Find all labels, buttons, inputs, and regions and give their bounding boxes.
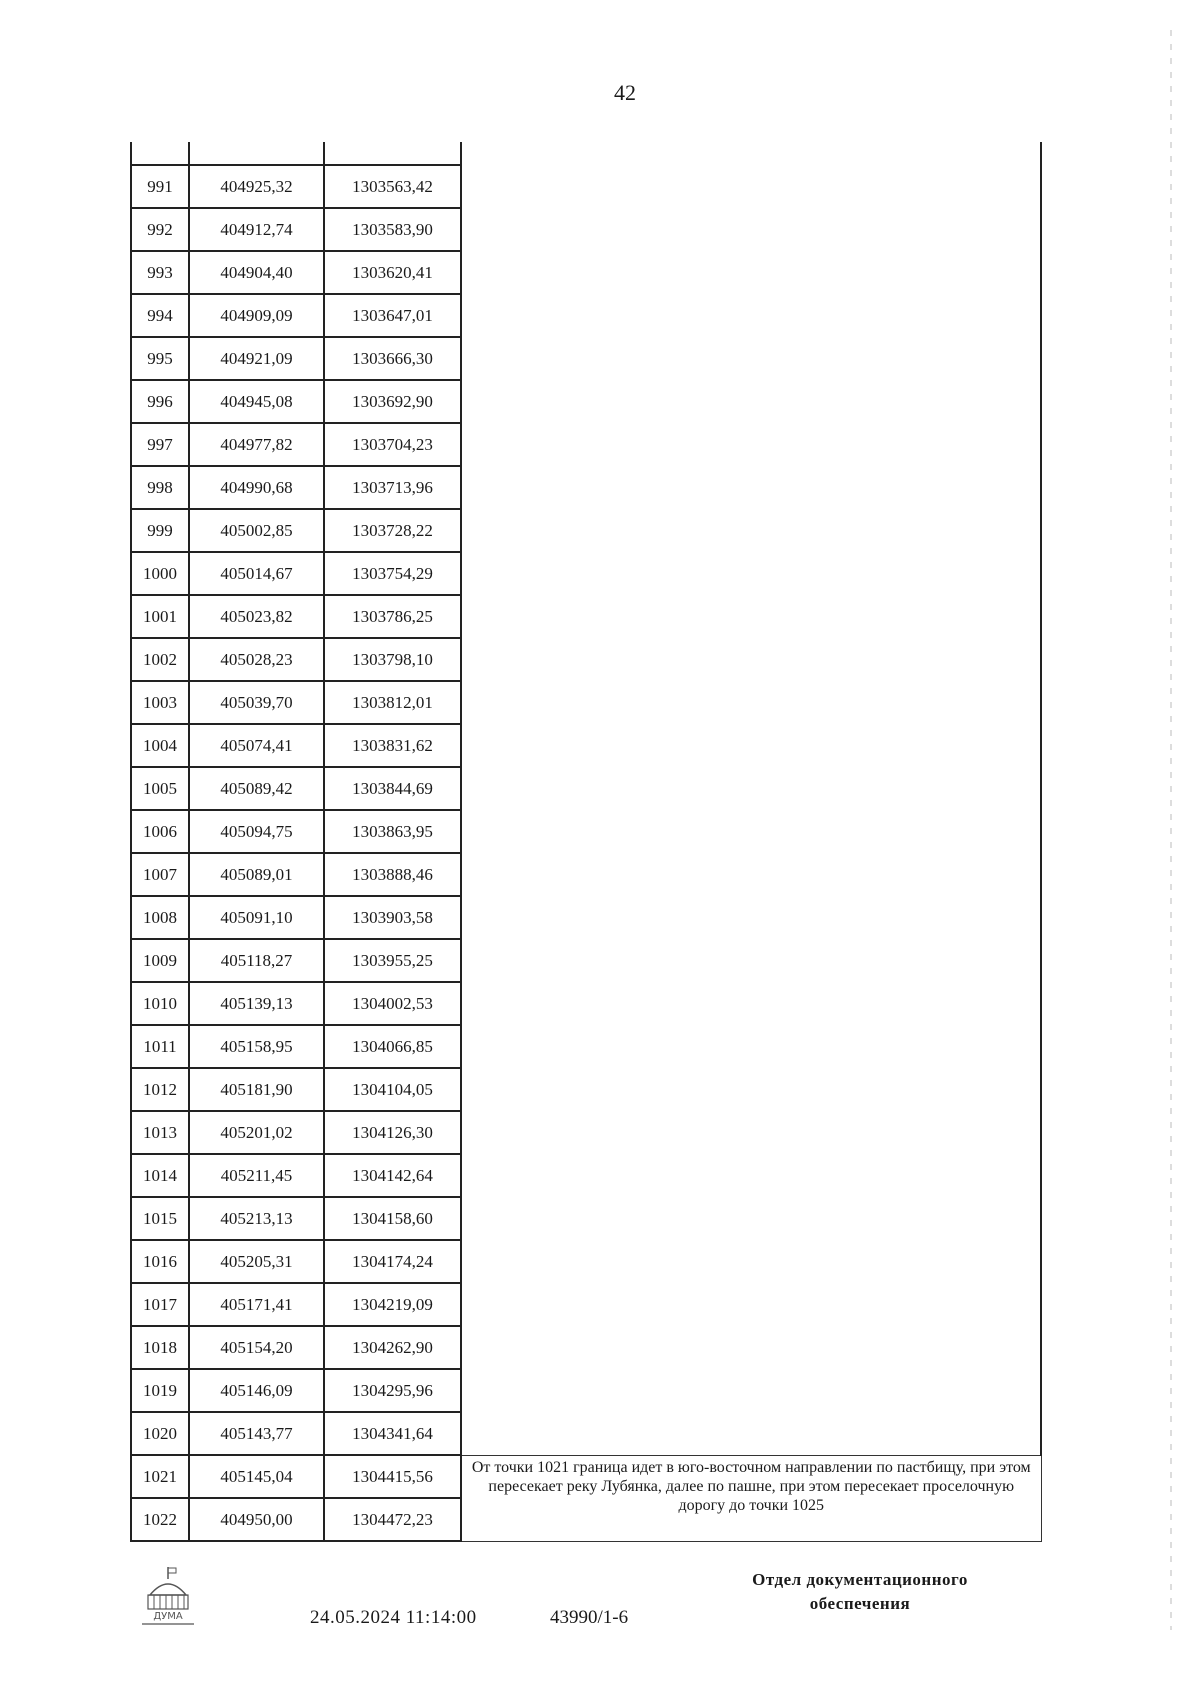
y-coordinate-cell: 1303563,42 — [324, 165, 461, 208]
x-coordinate-cell: 405171,41 — [189, 1283, 324, 1326]
table-row — [131, 1369, 1041, 1412]
table-row — [131, 853, 1041, 896]
y-coordinate-cell: 1303583,90 — [324, 208, 461, 251]
x-coordinate-cell: 405074,41 — [189, 724, 324, 767]
y-coordinate-cell: 1303666,30 — [324, 337, 461, 380]
table-row — [131, 208, 1041, 251]
x-coordinate-cell: 405146,09 — [189, 1369, 324, 1412]
description-cell-empty — [461, 1154, 1041, 1197]
table-row — [131, 380, 1041, 423]
point-number-cell: 1018 — [131, 1326, 189, 1369]
point-number-cell: 1000 — [131, 552, 189, 595]
x-coordinate-cell: 405145,04 — [189, 1455, 324, 1498]
point-number-cell: 992 — [131, 208, 189, 251]
y-coordinate-cell: 1304126,30 — [324, 1111, 461, 1154]
description-cell-empty — [461, 1369, 1041, 1412]
table-row — [131, 337, 1041, 380]
point-number-cell: 991 — [131, 165, 189, 208]
description-cell-empty — [461, 595, 1041, 638]
point-number-cell: 1012 — [131, 1068, 189, 1111]
point-number-cell: 1006 — [131, 810, 189, 853]
point-number-cell: 996 — [131, 380, 189, 423]
description-cell-empty — [461, 251, 1041, 294]
point-number-cell: 1015 — [131, 1197, 189, 1240]
table-row — [131, 810, 1041, 853]
description-cell-empty — [461, 1412, 1041, 1455]
point-number-cell: 994 — [131, 294, 189, 337]
duma-logo — [138, 1565, 198, 1627]
y-coordinate-cell: 1304219,09 — [324, 1283, 461, 1326]
point-number-cell: 1002 — [131, 638, 189, 681]
table-row — [131, 251, 1041, 294]
point-number-cell: 993 — [131, 251, 189, 294]
y-coordinate-cell: 1303692,90 — [324, 380, 461, 423]
x-coordinate-cell: 405211,45 — [189, 1154, 324, 1197]
point-number-cell: 1020 — [131, 1412, 189, 1455]
point-number-cell: 1014 — [131, 1154, 189, 1197]
y-coordinate-cell: 1303786,25 — [324, 595, 461, 638]
description-cell-empty — [461, 681, 1041, 724]
x-coordinate-cell: 405014,67 — [189, 552, 324, 595]
x-coordinate-cell: 405002,85 — [189, 509, 324, 552]
description-cell-empty — [461, 1025, 1041, 1068]
coordinates-table — [130, 142, 1042, 1542]
x-coordinate-cell: 405158,95 — [189, 1025, 324, 1068]
point-number-cell: 1007 — [131, 853, 189, 896]
x-coordinate-cell: 405181,90 — [189, 1068, 324, 1111]
y-coordinate-cell: 1304415,56 — [324, 1455, 461, 1498]
x-coordinate-cell: 405089,42 — [189, 767, 324, 810]
coordinates-table-wrap — [130, 142, 1040, 1542]
description-cell-empty — [461, 810, 1041, 853]
y-coordinate-cell: 1303620,41 — [324, 251, 461, 294]
table-row — [131, 595, 1041, 638]
table-row — [131, 724, 1041, 767]
x-coordinate-cell: 405094,75 — [189, 810, 324, 853]
point-number-cell: 1022 — [131, 1498, 189, 1541]
table-row — [131, 466, 1041, 509]
x-coordinate-cell: 405089,01 — [189, 853, 324, 896]
x-coordinate-cell: 405118,27 — [189, 939, 324, 982]
description-cell-empty — [461, 1197, 1041, 1240]
x-coordinate-cell: 405213,13 — [189, 1197, 324, 1240]
x-coordinate-cell: 405201,02 — [189, 1111, 324, 1154]
description-cell-empty — [461, 982, 1041, 1025]
y-coordinate-cell: 1304472,23 — [324, 1498, 461, 1541]
x-coordinate-cell: 404909,09 — [189, 294, 324, 337]
y-coordinate-cell: 1304295,96 — [324, 1369, 461, 1412]
point-number-cell: 1009 — [131, 939, 189, 982]
description-cell-empty — [461, 1068, 1041, 1111]
table-row — [131, 1025, 1041, 1068]
description-cell-empty — [461, 853, 1041, 896]
description-cell-empty — [461, 724, 1041, 767]
x-coordinate-cell: 404990,68 — [189, 466, 324, 509]
x-coordinate-cell: 404912,74 — [189, 208, 324, 251]
x-coordinate-cell: 404950,00 — [189, 1498, 324, 1541]
description-cell-empty — [461, 466, 1041, 509]
table-row — [131, 1326, 1041, 1369]
x-coordinate-cell: 405023,82 — [189, 595, 324, 638]
description-cell-empty — [461, 638, 1041, 681]
x-coordinate-cell: 404977,82 — [189, 423, 324, 466]
x-coordinate-cell: 405028,23 — [189, 638, 324, 681]
scan-edge — [1170, 30, 1172, 1630]
y-coordinate-cell: 1304002,53 — [324, 982, 461, 1025]
y-coordinate-cell: 1304341,64 — [324, 1412, 461, 1455]
footer-doc-number: 43990/1-6 — [550, 1607, 629, 1628]
y-coordinate-cell: 1303704,23 — [324, 423, 461, 466]
point-number-cell: 1017 — [131, 1283, 189, 1326]
table-row — [131, 1283, 1041, 1326]
footer-timestamp: 24.05.2024 11:14:00 — [310, 1607, 477, 1628]
point-number-cell: 999 — [131, 509, 189, 552]
x-coordinate-cell: 404945,08 — [189, 380, 324, 423]
table-row — [131, 681, 1041, 724]
point-number-cell: 995 — [131, 337, 189, 380]
y-coordinate-cell: 1303903,58 — [324, 896, 461, 939]
table-row — [131, 1111, 1041, 1154]
table-row — [131, 896, 1041, 939]
description-cell-empty — [461, 1111, 1041, 1154]
y-coordinate-cell: 1303647,01 — [324, 294, 461, 337]
description-cell-empty — [461, 423, 1041, 466]
y-coordinate-cell: 1304104,05 — [324, 1068, 461, 1111]
description-cell-empty — [461, 294, 1041, 337]
table-row — [131, 165, 1041, 208]
table-row — [131, 982, 1041, 1025]
x-coordinate-cell: 405139,13 — [189, 982, 324, 1025]
x-coordinate-cell: 405154,20 — [189, 1326, 324, 1369]
y-coordinate-cell: 1303955,25 — [324, 939, 461, 982]
point-number-cell: 1011 — [131, 1025, 189, 1068]
table-row — [131, 1068, 1041, 1111]
y-coordinate-cell: 1304158,60 — [324, 1197, 461, 1240]
table-continuation-row — [131, 142, 1041, 165]
description-cell-empty — [461, 208, 1041, 251]
description-cell-empty — [461, 337, 1041, 380]
table-row — [131, 1412, 1041, 1455]
y-coordinate-cell: 1303844,69 — [324, 767, 461, 810]
table-row — [131, 1455, 1041, 1498]
point-number-cell: 1003 — [131, 681, 189, 724]
description-cell-empty — [461, 165, 1041, 208]
description-cell-empty — [461, 939, 1041, 982]
point-number-cell: 1004 — [131, 724, 189, 767]
table-row — [131, 1154, 1041, 1197]
point-number-cell: 1019 — [131, 1369, 189, 1412]
description-cell-empty — [461, 380, 1041, 423]
page-number: 42 — [614, 80, 636, 105]
y-coordinate-cell: 1304142,64 — [324, 1154, 461, 1197]
y-coordinate-cell: 1304066,85 — [324, 1025, 461, 1068]
x-coordinate-cell: 404904,40 — [189, 251, 324, 294]
y-coordinate-cell: 1303863,95 — [324, 810, 461, 853]
table-row — [131, 638, 1041, 681]
x-coordinate-cell: 405205,31 — [189, 1240, 324, 1283]
point-number-cell: 1016 — [131, 1240, 189, 1283]
x-coordinate-cell: 405039,70 — [189, 681, 324, 724]
table-row — [131, 1197, 1041, 1240]
boundary-description: От точки 1021 граница идет в юго-восточном направлении по пастбищу, при этом пересекает реку Лубянка, далее по пашне, при этом пересекает проселочную дорогу до точки 1025 — [461, 1455, 1041, 1541]
duma-logo-text: ДУМА — [153, 1611, 183, 1622]
description-cell-empty — [461, 767, 1041, 810]
point-number-cell: 1010 — [131, 982, 189, 1025]
y-coordinate-cell: 1303754,29 — [324, 552, 461, 595]
point-number-cell: 1001 — [131, 595, 189, 638]
y-coordinate-cell: 1303798,10 — [324, 638, 461, 681]
x-coordinate-cell: 404925,32 — [189, 165, 324, 208]
y-coordinate-cell: 1304174,24 — [324, 1240, 461, 1283]
table-row — [131, 939, 1041, 982]
footer-department: Отдел документационного обеспечения — [752, 1570, 968, 1613]
description-cell-empty — [461, 1240, 1041, 1283]
table-row — [131, 294, 1041, 337]
table-row — [131, 509, 1041, 552]
y-coordinate-cell: 1303812,01 — [324, 681, 461, 724]
point-number-cell: 1005 — [131, 767, 189, 810]
description-cell-empty — [461, 1283, 1041, 1326]
y-coordinate-cell: 1303831,62 — [324, 724, 461, 767]
y-coordinate-cell: 1304262,90 — [324, 1326, 461, 1369]
description-cell-empty — [461, 509, 1041, 552]
description-cell-empty — [461, 552, 1041, 595]
description-cell-empty — [461, 1326, 1041, 1369]
y-coordinate-cell: 1303728,22 — [324, 509, 461, 552]
x-coordinate-cell: 404921,09 — [189, 337, 324, 380]
point-number-cell: 1013 — [131, 1111, 189, 1154]
point-number-cell: 998 — [131, 466, 189, 509]
point-number-cell: 1021 — [131, 1455, 189, 1498]
table-row — [131, 423, 1041, 466]
table-row — [131, 767, 1041, 810]
table-row — [131, 1240, 1041, 1283]
point-number-cell: 1008 — [131, 896, 189, 939]
point-number-cell: 997 — [131, 423, 189, 466]
table-row — [131, 552, 1041, 595]
y-coordinate-cell: 1303888,46 — [324, 853, 461, 896]
x-coordinate-cell: 405143,77 — [189, 1412, 324, 1455]
description-cell-empty — [461, 896, 1041, 939]
x-coordinate-cell: 405091,10 — [189, 896, 324, 939]
y-coordinate-cell: 1303713,96 — [324, 466, 461, 509]
